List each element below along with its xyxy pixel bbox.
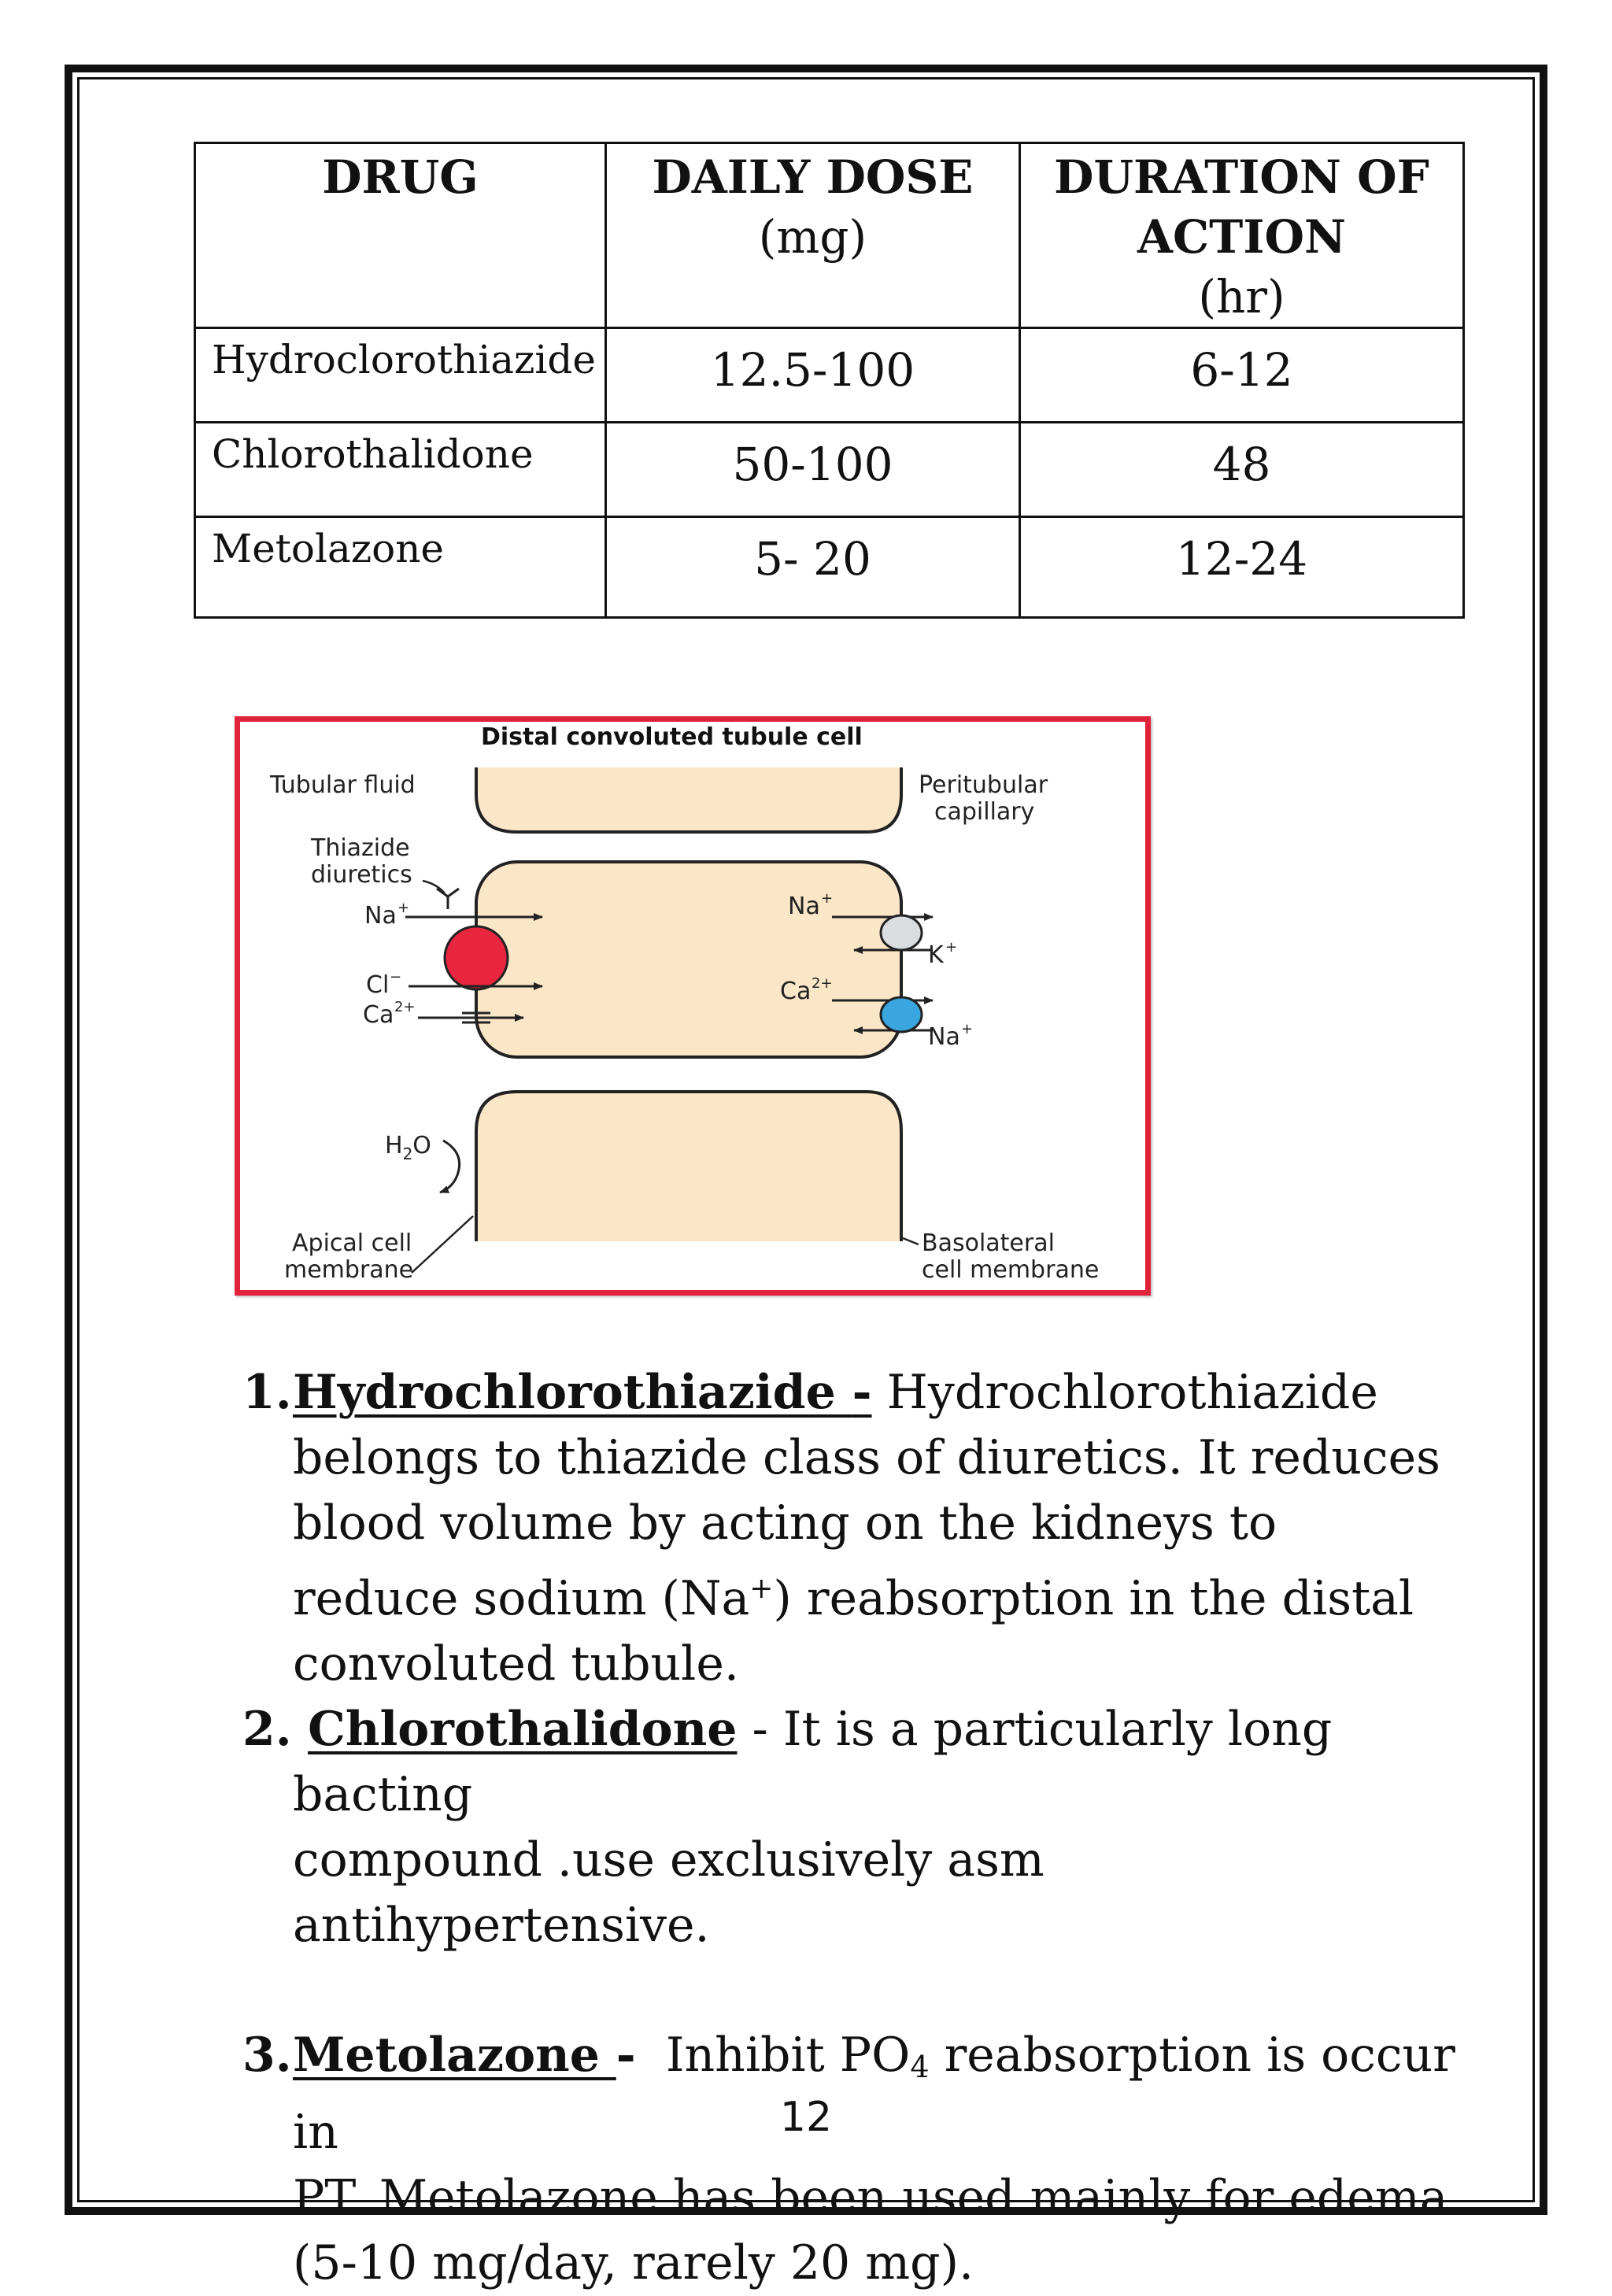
note-term: Hydrochlorothiazide - xyxy=(293,1365,872,1420)
dct-cell-diagram xyxy=(235,716,1151,1296)
drug-name-cell: Hydroclorothiazide xyxy=(195,328,606,423)
note-line: belongs to thiazide class of diuretics. It reduces xyxy=(293,1430,1440,1485)
na-k-pump-icon xyxy=(881,915,922,950)
header-daily-dose: DAILY DOSE (mg) xyxy=(606,143,1020,328)
label-peritubular: Peritubular xyxy=(919,771,1048,799)
daily-dose-cell: 50-100 xyxy=(606,423,1020,517)
label-h2o: $H_2O$ xyxy=(385,1132,431,1163)
note-line: Chlorothalidone - It is a particularly long bacting xyxy=(293,1702,1333,1822)
daily-dose-cell: 12.5-100 xyxy=(606,328,1020,423)
label-ca-left-charge: 2+ xyxy=(394,999,416,1015)
list-item: 1. Hydrochlorothiazide - Hydrochlorothiazide belongs to thiazide class of diuretics. It reduces blood volume by acting on the kidneys to reduce sodium (Na+) reabsorption in the distal convoluted tubule. xyxy=(242,1360,1470,1697)
label-apical-cell: Apical cell xyxy=(292,1229,412,1257)
label-na-left: Na xyxy=(364,902,397,930)
label-ca-right-charge: 2+ xyxy=(812,975,833,992)
label-apical-membrane: membrane xyxy=(284,1256,414,1284)
label-na-left-charge: + xyxy=(397,900,410,916)
header-duration-of-action: DURATION OF ACTION (hr) xyxy=(1020,143,1464,328)
note-line: (5-10 mg/day, rarely 20 mg). xyxy=(293,2235,974,2290)
apical-pointer xyxy=(412,1216,473,1273)
label-ca-left: Ca xyxy=(363,1001,394,1029)
label-cl-left-charge: − xyxy=(390,969,402,985)
dct-diagram-svg xyxy=(240,722,1145,1290)
na-ca-exchanger-icon xyxy=(881,997,922,1032)
duration-cell: 48 xyxy=(1020,423,1464,517)
label-na-right-2-charge: + xyxy=(961,1021,974,1037)
label-k-right-charge: + xyxy=(945,939,958,956)
label-thiazide: Thiazide xyxy=(311,834,410,862)
label-k-right: K xyxy=(928,941,944,969)
label-tubular-fluid: Tubular fluid xyxy=(270,771,416,799)
list-item: 3. Metolazone - Inhibit $PO_4$ reabsorption is occur in PT. Metolazone has been used mainly for edema (5-10 mg/day, rarely 20 mg). xyxy=(242,2023,1470,2296)
label-na-right: Na xyxy=(788,893,820,920)
daily-dose-cell: 5- 20 xyxy=(606,517,1020,618)
list-item: 2. Chlorothalidone - It is a particularly long bacting compound .use exclusively asm antihypertensive. xyxy=(242,1697,1470,1958)
note-line: Hydrochlorothiazide - Hydrochlorothiazide xyxy=(293,1365,1378,1420)
duration-cell: 6-12 xyxy=(1020,328,1464,423)
note-term: Metolazone xyxy=(293,2028,616,2083)
basolateral-pointer xyxy=(903,1238,919,1244)
table-header-row xyxy=(195,143,1464,328)
thiazide-blocker-icon xyxy=(437,889,459,909)
note-line: compound .use exclusively asm antihypertensive. xyxy=(293,1832,1044,1953)
label-capillary: capillary xyxy=(934,798,1035,826)
note-line: PT. Metolazone has been used mainly for edema xyxy=(293,2170,1448,2225)
label-cl-left: Cl xyxy=(366,971,390,999)
label-na-right-charge: + xyxy=(821,890,834,907)
note-line: blood volume by acting on the kidneys to xyxy=(293,1496,1277,1551)
middle-cell xyxy=(476,862,901,1057)
table-row xyxy=(195,328,1464,423)
label-diuretics: diuretics xyxy=(311,861,412,889)
na-cl-symporter-icon xyxy=(445,926,508,989)
table-row xyxy=(195,517,1464,618)
diuretics-dose-table xyxy=(194,142,1465,619)
note-line: reduce sodium (Na+) reabsorption in the distal xyxy=(293,1571,1414,1626)
lower-cell xyxy=(476,1092,901,1241)
table-row xyxy=(195,423,1464,517)
arrow-water xyxy=(440,1141,460,1192)
note-term: Chlorothalidone xyxy=(308,1702,738,1757)
upper-cell xyxy=(476,767,901,832)
diagram-title: Distal convoluted tubule cell xyxy=(481,723,863,751)
header-drug: DRUG xyxy=(195,143,606,328)
note-line: Metolazone - Inhibit $PO_4$ reabsorption is occur in xyxy=(293,2028,1455,2160)
label-basolateral: Basolateral xyxy=(922,1229,1055,1257)
note-line: convoluted tubule. xyxy=(293,1636,739,1691)
drug-notes-list xyxy=(242,1360,1470,2296)
label-ca-right: Ca xyxy=(780,978,812,1005)
label-na-right-2: Na xyxy=(928,1023,960,1051)
drug-name-cell: Chlorothalidone xyxy=(195,423,606,517)
page-number: 12 xyxy=(779,2094,833,2141)
drug-name-cell: Metolazone xyxy=(195,517,606,618)
duration-cell: 12-24 xyxy=(1020,517,1464,618)
label-basolateral-membrane: cell membrane xyxy=(922,1256,1100,1284)
